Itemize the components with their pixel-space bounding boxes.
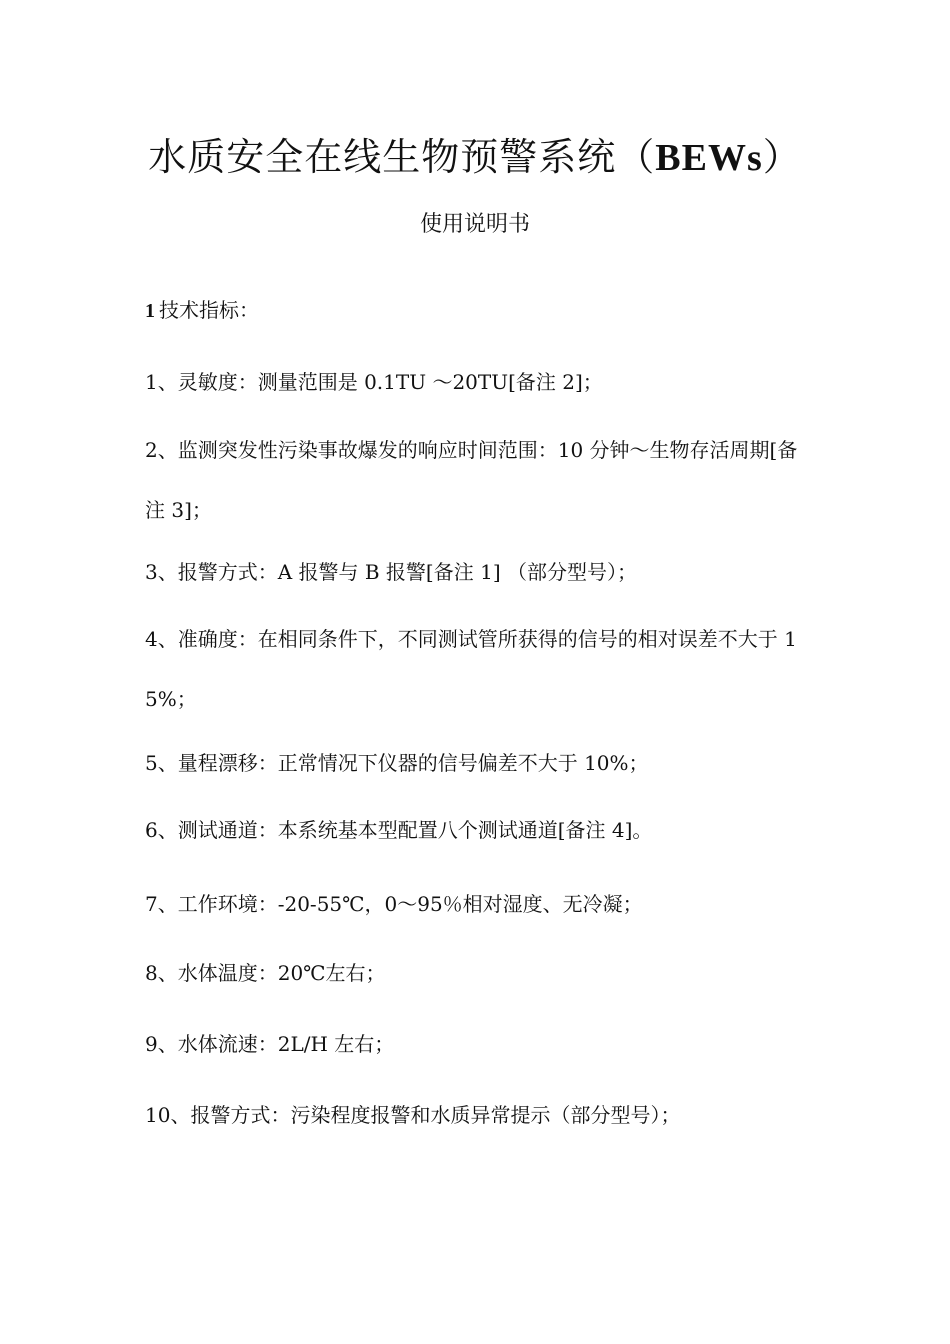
spec-item-alarm-mode: 3、报警方式：A 报警与 B 报警[备注 1] （部分型号）；: [145, 560, 637, 584]
title-acronym: BEWs: [655, 137, 763, 179]
spec-item-response-time: 2、监测突发性污染事故爆发的响应时间范围：10 分钟～生物存活周期[备注 3]；: [145, 438, 798, 522]
document-title: [0, 132, 950, 183]
section-number: 1: [145, 300, 155, 322]
spec-item-accuracy: 4、准确度：在相同条件下，不同测试管所获得的信号的相对误差不大于 15%；: [145, 627, 797, 711]
document-subtitle: 使用说明书: [419, 212, 530, 237]
spec-item-water-flow: 9、水体流速：2L/H 左右；: [145, 1032, 395, 1056]
section-heading-text: 技术指标：: [159, 298, 259, 322]
title-chinese: 水质安全在线生物预警系统（: [148, 135, 656, 179]
spec-item-test-channels: 6、测试通道：本系统基本型配置八个测试通道[备注 4]。: [145, 818, 653, 842]
spec-item-sensitivity: 1、灵敏度：测量范围是 0.1TU ～20TU[备注 2]；: [145, 370, 603, 394]
spec-item-alarm-type: 10、报警方式：污染程度报警和水质异常提示（部分型号）；: [145, 1103, 681, 1127]
spec-item-water-temperature: 8、水体温度：20℃左右；: [145, 961, 386, 985]
spec-item-range-drift: 5、量程漂移：正常情况下仪器的信号偏差不大于 10%；: [145, 751, 649, 775]
title-closing-paren: ）: [762, 135, 802, 179]
spec-item-work-environment: 7、工作环境：-20-55℃，0～95％相对湿度、无冷凝；: [145, 892, 643, 916]
section-heading: [145, 296, 259, 325]
